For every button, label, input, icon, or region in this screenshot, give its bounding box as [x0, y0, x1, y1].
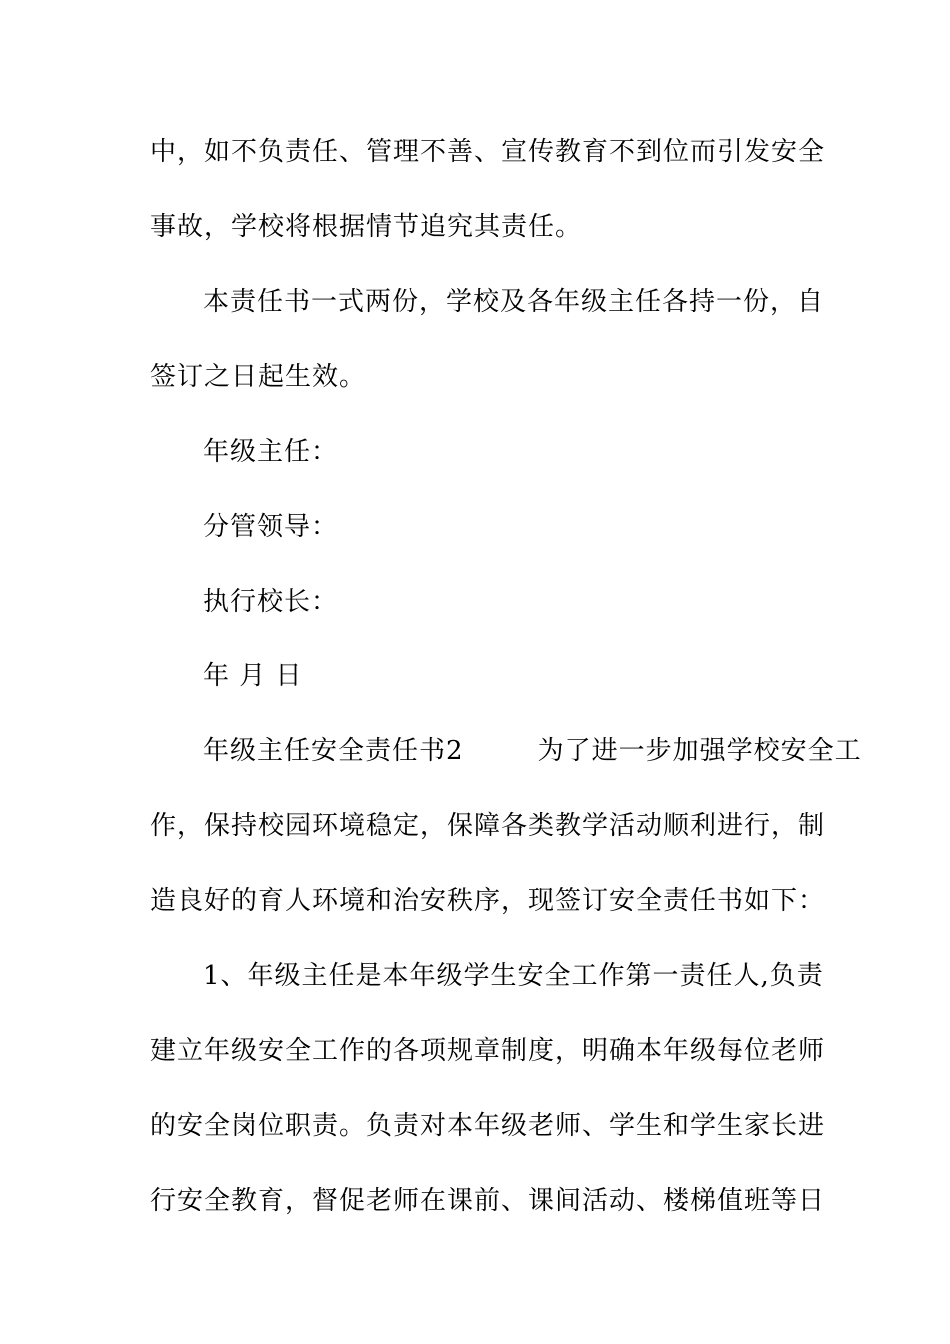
- section-heading-line: 年级主任安全责任书2 为了进一步加强学校安全工: [203, 736, 862, 766]
- date-line: 年 月 日: [203, 661, 303, 691]
- body-text-line: 建立年级安全工作的各项规章制度，明确本年级每位老师: [150, 1036, 826, 1066]
- body-text-line: 造良好的育人环境和治安秩序，现签订安全责任书如下：: [150, 886, 826, 916]
- body-text-line: 行安全教育，督促老师在课前、课间活动、楼梯值班等日: [150, 1186, 826, 1216]
- body-text-line: 中，如不负责任、管理不善、宣传教育不到位而引发安全: [150, 137, 826, 167]
- body-text-line: 1、年级主任是本年级学生安全工作第一责任人,负责: [203, 961, 824, 991]
- body-text-line: 的安全岗位职责。负责对本年级老师、学生和学生家长进: [150, 1111, 826, 1141]
- signature-label-principal: 执行校长：: [203, 587, 339, 617]
- signature-label-supervisor: 分管领导：: [203, 512, 339, 542]
- signature-label-grade-director: 年级主任：: [203, 437, 339, 467]
- body-text-line: 作，保持校园环境稳定，保障各类教学活动顺利进行，制: [150, 811, 826, 841]
- body-text-line: 本责任书一式两份，学校及各年级主任各持一份，自: [203, 287, 825, 317]
- body-text-line: 签订之日起生效。: [150, 362, 367, 392]
- body-text-line: 事故，学校将根据情节追究其责任。: [150, 212, 583, 242]
